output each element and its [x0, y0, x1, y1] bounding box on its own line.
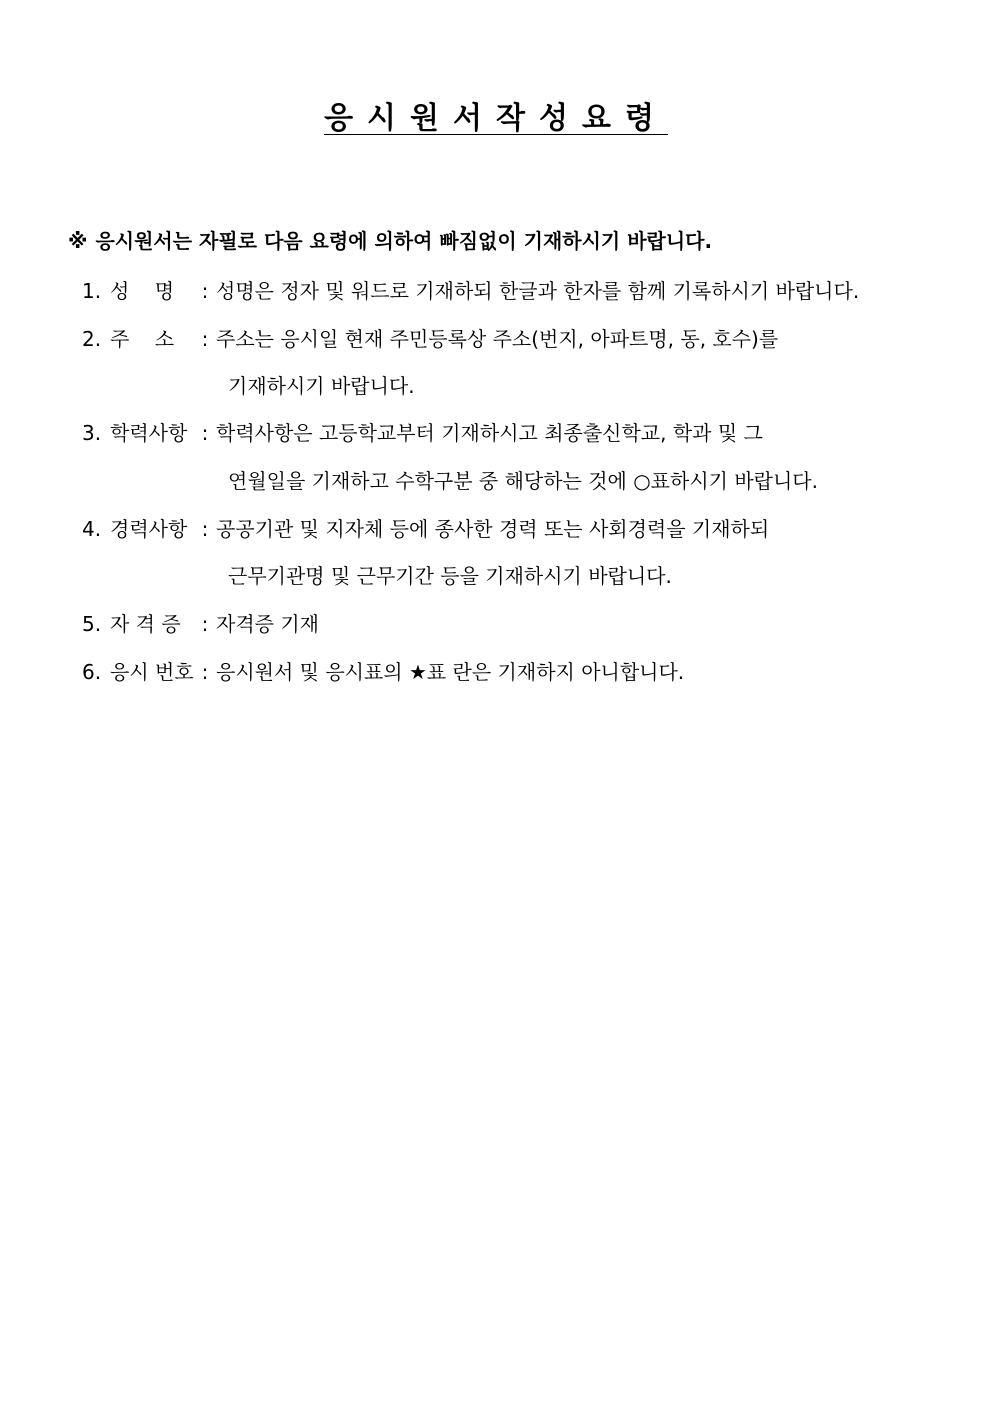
- notice-text: 응시원서는 자필로 다음 요령에 의하여 빠짐없이 기재하시기 바랍니다.: [95, 229, 713, 253]
- item-text: 공공기관 및 지자체 등에 종사한 경력 또는 사회경력을 기재하되: [216, 517, 770, 541]
- item-label: 학력사항: [110, 421, 188, 445]
- item-colon: :: [201, 517, 209, 541]
- reference-mark-icon: ※: [68, 229, 88, 253]
- item-number: 1.: [82, 279, 102, 303]
- page-title: [0, 98, 992, 140]
- item-number: 2.: [82, 327, 102, 351]
- item-label: 경력사항: [110, 517, 188, 541]
- item-colon: :: [201, 327, 209, 351]
- item-colon: :: [201, 279, 209, 303]
- instruction-item-certificate: [82, 609, 319, 639]
- item-text: 응시원서 및 응시표의 ★표 란은 기재하지 아니합니다.: [216, 660, 685, 684]
- instruction-item-address: [82, 324, 778, 354]
- item-text: 성명은 정자 및 워드로 기재하되 한글과 한자를 함께 기록하시기 바랍니다.: [216, 279, 860, 303]
- item-label: 주 소: [110, 327, 175, 351]
- item-label: 응시 번호: [110, 660, 194, 684]
- instruction-item-career: [82, 514, 769, 544]
- item-text-continuation: 연월일을 기재하고 수학구분 중 해당하는 것에 ○표하시기 바랍니다.: [228, 469, 818, 493]
- item-text: 자격증 기재: [216, 612, 319, 636]
- item-number: 3.: [82, 421, 102, 445]
- notice-line: [68, 226, 712, 256]
- item-text-continuation: 기재하시기 바랍니다.: [228, 374, 415, 398]
- item-label: 자 격 증: [110, 612, 181, 636]
- item-number: 5.: [82, 612, 102, 636]
- page-title-text: 응시원서작성요령: [324, 101, 668, 136]
- item-text: 주소는 응시일 현재 주민등록상 주소(번지, 아파트명, 동, 호수)를: [216, 327, 779, 351]
- item-text-continuation: 근무기관명 및 근무기간 등을 기재하시기 바랍니다.: [228, 564, 672, 588]
- item-number: 6.: [82, 660, 102, 684]
- instruction-item-education: [82, 418, 763, 448]
- item-colon: :: [201, 660, 209, 684]
- instruction-item-name: [82, 276, 859, 306]
- item-number: 4.: [82, 517, 102, 541]
- item-label: 성 명: [110, 279, 175, 303]
- instruction-item-exam-number: [82, 657, 684, 687]
- item-colon: :: [201, 421, 209, 445]
- item-text: 학력사항은 고등학교부터 기재하시고 최종출신학교, 학과 및 그: [216, 421, 763, 445]
- item-colon: :: [201, 612, 209, 636]
